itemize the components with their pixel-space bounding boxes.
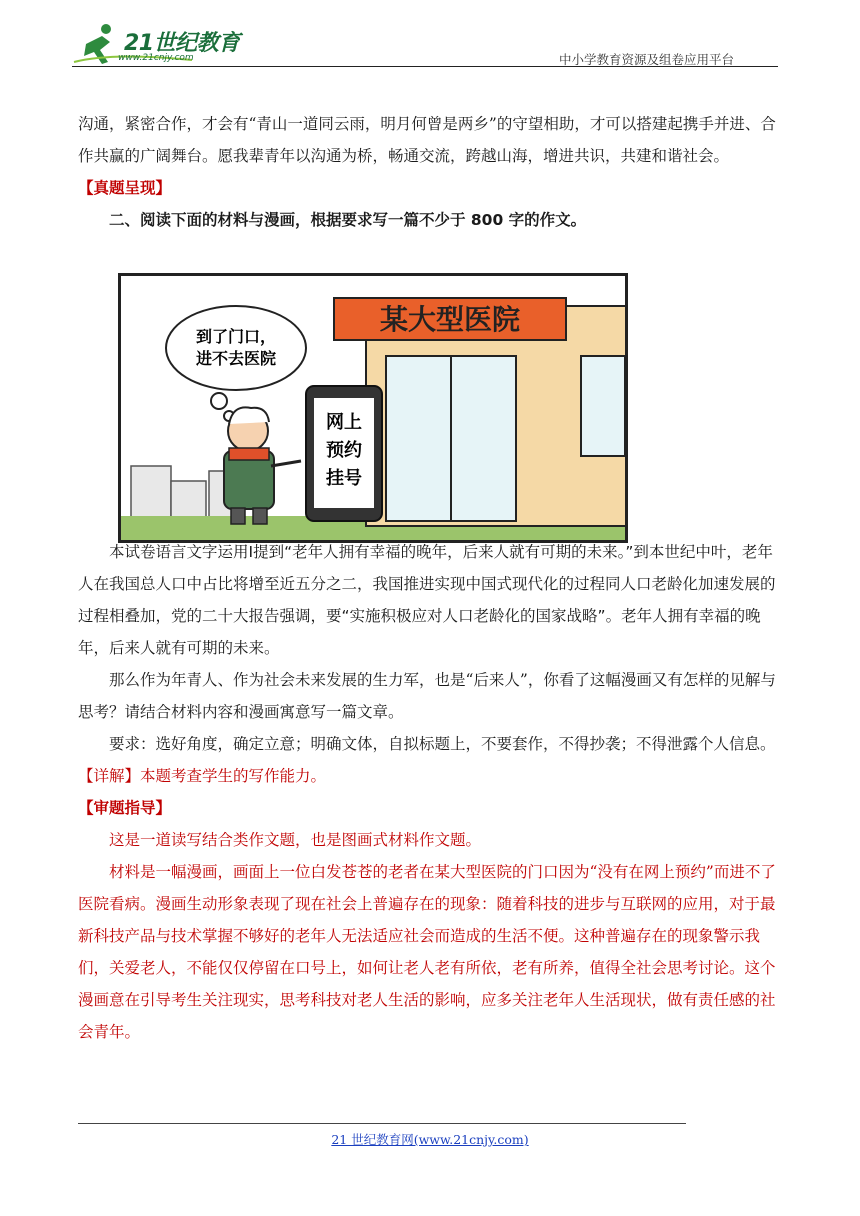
page-content: [78, 108, 786, 1048]
logo-text: 21世纪教育: [124, 31, 240, 56]
bubble-text-1: 到了门口，: [195, 327, 277, 346]
detail-text: 本题考查学生的写作能力。: [140, 767, 327, 785]
speech-bubble: [166, 306, 306, 390]
phone-text-3: 挂号: [326, 468, 362, 489]
detail-tag: 【详解】: [78, 767, 141, 785]
page-header: [72, 22, 778, 68]
header-divider: [72, 66, 778, 67]
paragraph-conclusion: 沟通，紧密合作，才会有“青山一道同云雨，明月何曾是两乡”的守望相助，才可以搭建起携手并进、合作共赢的广阔舞台。愿我辈青年以沟通为桥，畅通交流，跨越山海，增进共识，共建和谐社会。: [78, 115, 776, 165]
material-paragraph-2: 那么作为年青人、作为社会未来发展的生力军，也是“后来人”，你看了这幅漫画又有怎样的见解与思考？请结合材料内容和漫画寓意写一篇文章。: [78, 671, 776, 721]
footer-link[interactable]: 21 世纪教育网(www.21cnjy.com): [331, 1132, 529, 1147]
platform-name: 中小学教育资源及组卷应用平台: [558, 52, 734, 67]
section-tag-real-exam: 【真题呈现】: [78, 179, 172, 197]
guide-paragraph-1: 这是一道读写结合类作文题，也是图画式材料作文题。: [109, 831, 482, 849]
detail-paragraph: [78, 760, 786, 792]
logo-url: www.21cnjy.com: [118, 53, 194, 63]
cartoon-drawing: [121, 276, 625, 540]
bubble-text-2: 进不去医院: [195, 349, 277, 368]
phone-text-2: 预约: [326, 440, 362, 461]
question-prompt: 二、阅读下面的材料与漫画，根据要求写一篇不少于 800 字的作文。: [109, 211, 587, 229]
requirement-paragraph: 要求：选好角度，确定立意；明确文体，自拟标题上，不要套作，不得抄袭；不得泄露个人信息。: [109, 735, 776, 753]
footer-divider: [78, 1123, 686, 1124]
cartoon-illustration: [118, 273, 628, 543]
phone-text-1: 网上: [326, 412, 362, 433]
guide-paragraph-2: 材料是一幅漫画，画面上一位白发苍苍的老者在某大型医院的门口因为“没有在网上预约”而进不了医院看病。漫画生动形象表现了现在社会上普遍存在的现象：随着科技的进步与互联网的应用，对于最新科技产品与技术掌握不够好的老年人无法适应社会而造成的生活不便。这种普遍存在的现象警示我们，关爱老人，不能仅仅停留在口号上，如何让老人老有所依，老有所养，值得全社会思考讨论。这个漫画意在引导考生关注现实，思考科技对老人生活的影响，应多关注老年人生活现状，做有责任感的社会青年。: [78, 863, 776, 1041]
guide-tag: 【审题指导】: [78, 799, 172, 817]
hospital-sign: 某大型医院: [379, 303, 521, 336]
material-paragraph-1: 本试卷语言文字运用Ⅰ提到“老年人拥有幸福的晚年，后来人就有可期的未来。”到本世纪中叶，老年人在我国总人口中占比将增至近五分之二，我国推进实现中国式现代化的过程同人口老龄化加速发展的过程相叠加，党的二十大报告强调，要“实施积极应对人口老龄化的国家战略”。老年人拥有幸福的晚年，后来人就有可期的未来。: [78, 543, 776, 657]
